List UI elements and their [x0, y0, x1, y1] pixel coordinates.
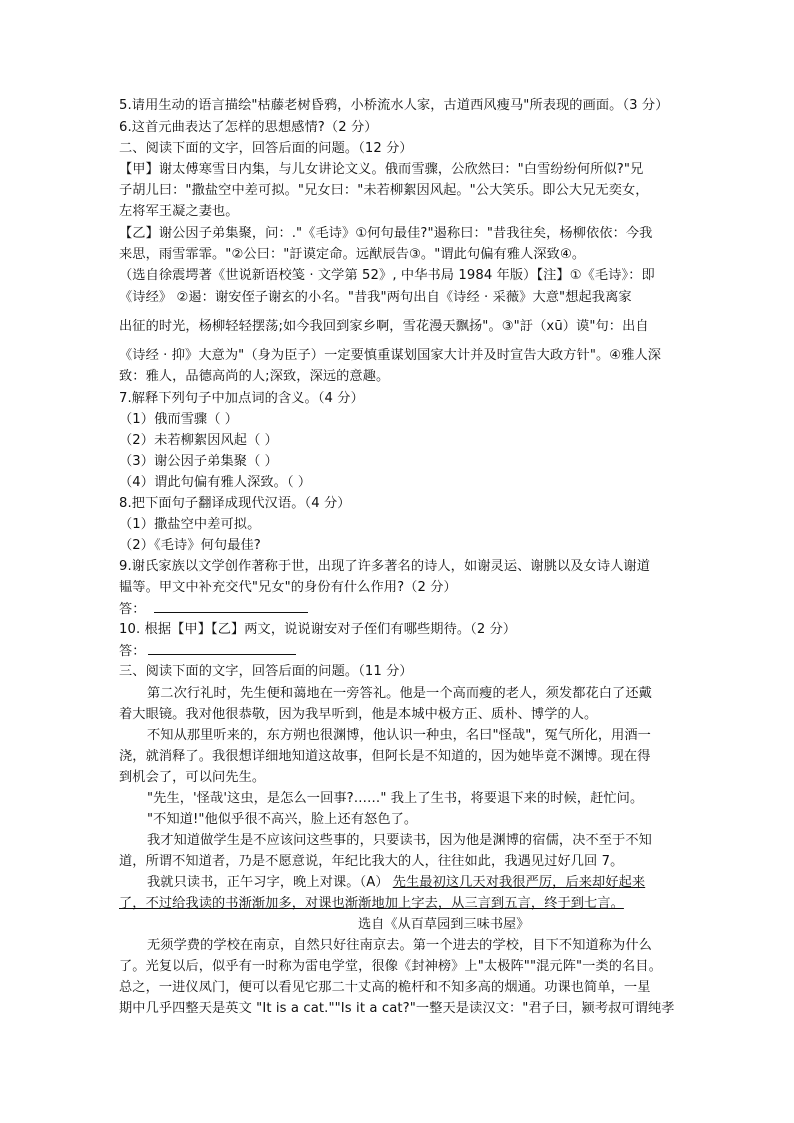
question-7: 7.解释下列句子中加点词的含义。（4 分）	[119, 391, 364, 406]
passage-paragraph: 我才知道做学生是不应该问这些事的，只要读书，因为他是渊博的宿儒，决不至于不知	[147, 833, 652, 848]
question-8: 8.把下面句子翻译成现代汉语。（4 分）	[119, 496, 351, 511]
passage-paragraph: 总之，一进仪凤门，便可以看见它那二十丈高的桅杆和不知多高的烟通。功课也简单，一星	[119, 980, 651, 995]
question-8-item: （2）《毛诗》何句最佳?	[119, 538, 261, 553]
section-3-heading: 三、阅读下面的文字，回答后面的问题。（11 分）	[119, 664, 413, 679]
source-note-line: 出征的时光，杨柳轻轻摆荡;如今我回到家乡啊，雪花漫天飘扬"。③"訏（xū）谟"句：出自	[119, 319, 649, 334]
passage-text: 我就只读书，正午习字，晚上对课。（A）	[147, 875, 389, 890]
answer-label: 答：	[119, 602, 146, 617]
passage-jia-line: 子胡儿曰："撒盐空中差可拟。"兄女曰："未若柳絮因风起。"公大笑乐。即公大兄无奕女，	[119, 183, 649, 198]
passage-paragraph: 第二次行礼时，先生便和蔼地在一旁答礼。他是一个高而瘦的老人，须发都花白了还戴	[147, 686, 652, 701]
question-10: 10. 根据【甲】【乙】两文，说说谢安对子侄们有哪些期待。（2 分）	[119, 622, 517, 637]
passage-jia-line: 【甲】谢太傅寒雪日内集，与儿女讲论文义。俄而雪骤，公欣然曰："白雪纷纷何所似?"兄	[119, 162, 644, 177]
question-5: 5.请用生动的语言描绘"枯藤老树昏鸦，小桥流水人家，古道西风瘦马"所表现的画面。（3 分）	[119, 98, 669, 113]
passage-paragraph: 无须学费的学校在南京，自然只好往南京去。第一个进去的学校，目下不知道称为什么	[147, 938, 652, 953]
passage-paragraph: 了。光复以后，似乎有一时称为雷电学堂，很像《封神榜》上"太极阵""混元阵"一类的名目。	[119, 959, 662, 974]
source-note-line: 《诗经》 ②遏：谢安侄子谢玄的小名。"昔我"两句出自《诗经 · 采薇》大意"想起我离家	[119, 290, 632, 305]
question-9: 韫等。甲文中补充交代"兄女"的身份有什么作用?（2 分）	[119, 580, 457, 595]
section-2-heading: 二、阅读下面的文字，回答后面的问题。（12 分）	[119, 141, 413, 156]
answer-line-10	[119, 641, 679, 662]
passage-paragraph: 着大眼镜。我对他很恭敬，因为我早听到，他是本城中极方正、质朴、博学的人。	[119, 707, 598, 722]
question-7-item: （4）谓此句偏有雅人深致。（ ）	[119, 475, 312, 490]
passage-yi-line: 来思，雨雪霏霏。"②公曰："訏谟定命。远猷辰告③。"谓此句偏有雅人深致④。	[119, 247, 586, 262]
passage-paragraph: "先生，'怪哉'这虫，是怎么一回事?……" 我上了生书，将要退下来的时候，赶忙问。	[147, 791, 644, 806]
passage-paragraph	[147, 873, 707, 893]
passage-paragraph: 道，所谓不知道者，乃是不愿意说，年纪比我大的人，往往如此，我遇见过好几回 7。	[119, 854, 624, 869]
source-citation: 选自《从百草园到三味书屋》	[358, 917, 530, 932]
answer-blank[interactable]	[148, 641, 296, 655]
passage-paragraph: 到机会了，可以问先生。	[119, 770, 266, 785]
passage-paragraph: 浇，就消释了。我很想详细地知道这故事，但阿长是不知道的，因为她毕竟不渊博。现在得	[119, 749, 651, 764]
passage-paragraph: 期中几乎四整天是英文 "It is a cat.""Is it a cat?"一整天是读汉文："君子曰，颍考叔可谓纯孝	[119, 1001, 675, 1016]
source-note-line: 《诗经 · 抑》大意为"（身为臣子）一定要慎重谋划国家大计并及时宣告大政方针"。④雅人深	[119, 348, 662, 363]
source-note-line: 致：雅人，品德高尚的人;深致，深远的意趣。	[119, 369, 390, 384]
passage-paragraph: 不知从那里听来的，东方朔也很渊博，他认识一种虫，名曰"怪哉"，冤气所化，用酒一	[147, 728, 651, 743]
question-6: 6.这首元曲表达了怎样的思想感情?（2 分）	[119, 120, 378, 135]
passage-paragraph: "不知道!"他似乎很不高兴，脸上还有怒色了。	[147, 812, 418, 827]
answer-blank[interactable]	[154, 599, 308, 613]
question-7-item: （3）谢公因子弟集聚（ ）	[119, 454, 278, 469]
question-9: 9.谢氏家族以文学创作著称于世，出现了许多著名的诗人，如谢灵运、谢朓以及女诗人谢道	[119, 559, 650, 574]
underlined-sentence-a: 先生最初这几天对我很严厉，后来却好起来	[392, 875, 646, 890]
answer-line-9	[119, 599, 679, 620]
question-8-item: （1）撒盐空中差可拟。	[119, 517, 261, 532]
question-7-item: （1）俄而雪骤（ ）	[119, 412, 239, 427]
answer-label: 答：	[119, 644, 146, 659]
passage-yi-line: 【乙】谢公因子弟集聚，问：."《毛诗》①何句最佳?"遏称曰："昔我往矣，杨柳依依：今我	[119, 226, 653, 241]
question-7-item: （2）未若柳絮因风起（ ）	[119, 433, 278, 448]
passage-jia-line: 左将军王凝之妻也。	[119, 204, 239, 219]
underlined-sentence-a: 了，不过给我读的书渐渐加多，对课也渐渐地加上字去，从三言到五言，终于到七言。	[119, 896, 624, 911]
source-note-line: （选自徐震堮著《世说新语校笺 · 文学第 52》, 中华书局 1984 年版）【注】①《毛诗》：即	[119, 268, 655, 283]
